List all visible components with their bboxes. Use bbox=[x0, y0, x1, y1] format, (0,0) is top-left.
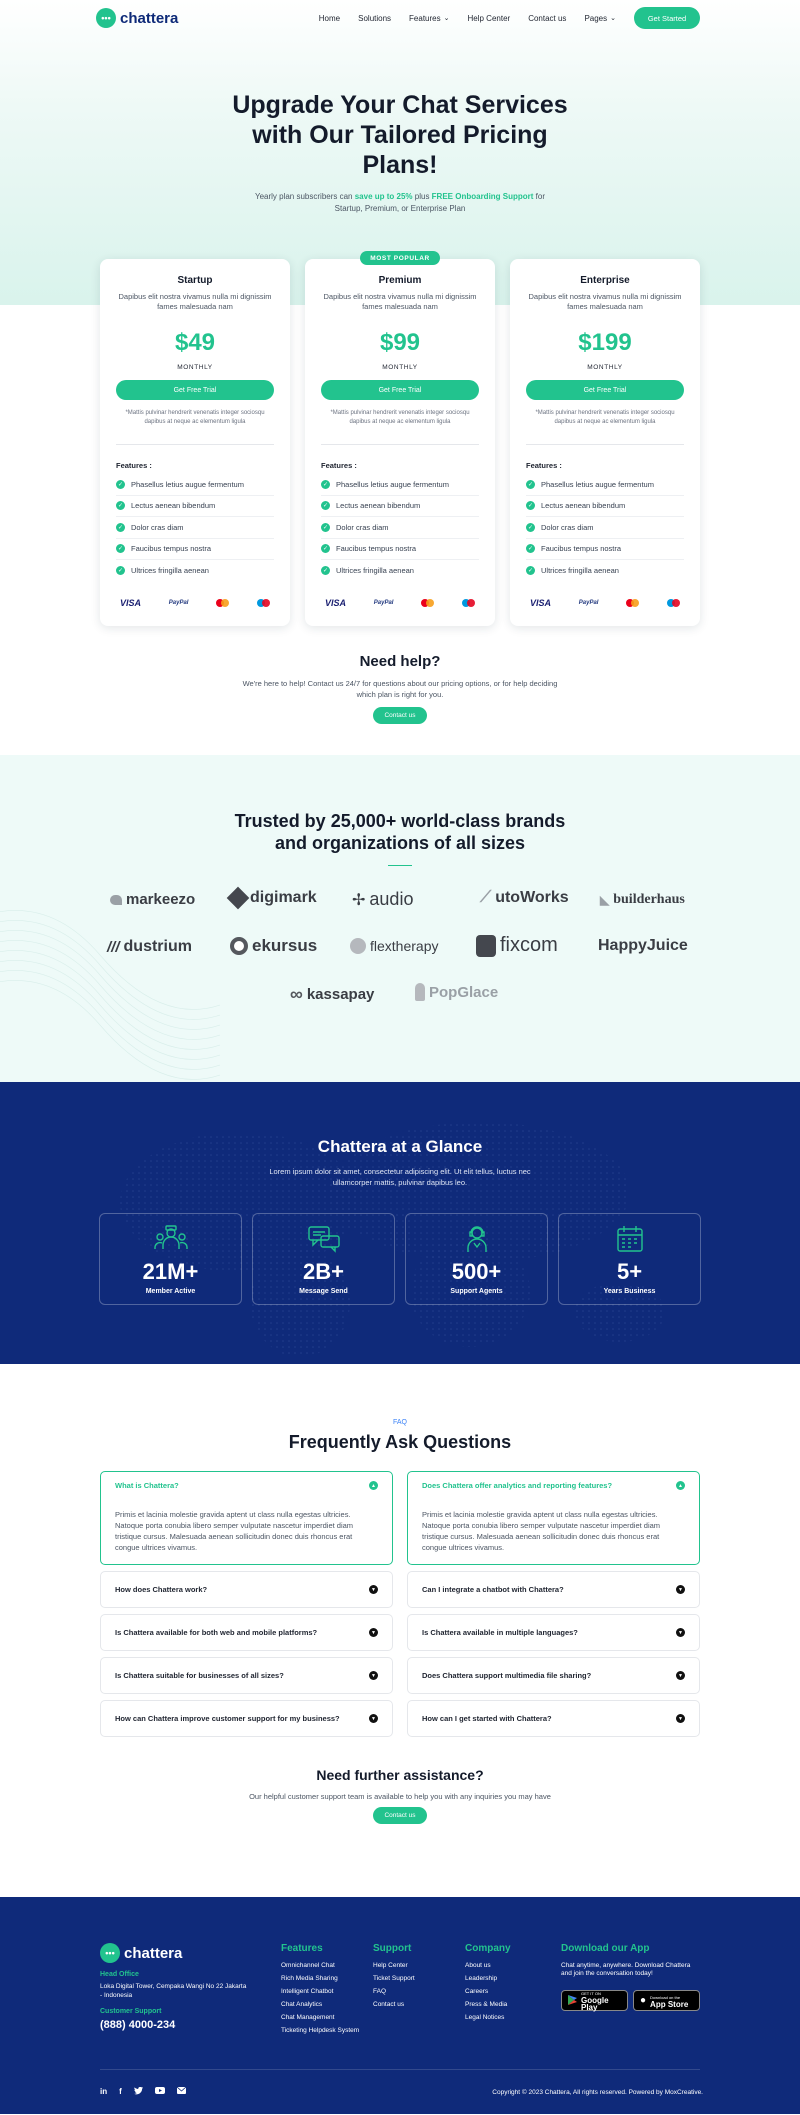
stats-section bbox=[0, 1082, 800, 1364]
footer-app bbox=[561, 1943, 701, 2011]
support-phone[interactable]: (888) 4000-234 bbox=[100, 2019, 176, 2031]
visa-logo: VISA bbox=[530, 597, 552, 608]
flextherapy-mark-icon bbox=[350, 938, 366, 954]
store-badges bbox=[561, 1990, 701, 2011]
markeezo-mark-icon bbox=[110, 895, 122, 905]
feature-item bbox=[321, 517, 479, 539]
footer-link[interactable]: Leadership bbox=[465, 1975, 498, 1982]
faq-title: Frequently Ask Questions bbox=[288, 1432, 512, 1452]
feature-item bbox=[116, 496, 274, 518]
feature-text: Ultrices fringilla aenean bbox=[541, 566, 619, 576]
logo-text: builderhaus bbox=[613, 892, 685, 907]
app-store-button[interactable] bbox=[633, 1990, 700, 2011]
divider bbox=[116, 444, 274, 445]
brand-logos bbox=[0, 891, 800, 1041]
logo-flextherapy bbox=[350, 938, 438, 954]
twitter-icon[interactable] bbox=[134, 2087, 143, 2097]
nav-home[interactable]: Home bbox=[318, 13, 341, 23]
chevron-down-icon: ▼ bbox=[369, 1585, 378, 1594]
footer-col-title: Company bbox=[465, 1943, 511, 1954]
hero-sub-text: Yearly plan subscribers can bbox=[254, 192, 355, 201]
chevron-down-icon: ⌄ bbox=[443, 15, 450, 22]
plan-period: MONTHLY bbox=[177, 364, 213, 371]
hero-sub-highlight: FREE Onboarding Support bbox=[431, 192, 534, 201]
feature-item bbox=[321, 496, 479, 518]
nav-features[interactable] bbox=[409, 14, 449, 23]
chevron-down-icon: ▼ bbox=[369, 1714, 378, 1723]
office-address: Loka Digital Tower, Cempaka Wangi No 22 Jakarta - Indonesia bbox=[100, 1983, 247, 1999]
plan-period: MONTHLY bbox=[587, 364, 623, 371]
stat-number: 2B+ bbox=[303, 1259, 344, 1284]
divider bbox=[526, 444, 684, 445]
brand-name: chattera bbox=[120, 9, 179, 27]
store-big-text: Google Play bbox=[581, 1996, 609, 2012]
kassapay-mark-icon: ∞ bbox=[290, 984, 303, 1004]
plan-name: Enterprise bbox=[580, 275, 630, 286]
mastercard-icon bbox=[626, 599, 639, 607]
footer-link[interactable]: FAQ bbox=[373, 1988, 387, 1995]
faq-question: Can I integrate a chatbot with Chattera? bbox=[422, 1585, 564, 1594]
digimark-mark-icon bbox=[227, 887, 250, 910]
footer-brand bbox=[100, 1943, 250, 2031]
google-play-button[interactable] bbox=[561, 1990, 628, 2011]
calendar-icon bbox=[559, 1225, 700, 1253]
logo-builderhaus bbox=[600, 892, 685, 908]
check-icon: ✓ bbox=[322, 568, 329, 575]
logo-audio bbox=[352, 889, 413, 910]
stats-row bbox=[0, 1213, 800, 1305]
faq-answer: Primis et lacinia molestie gravida aptent ut class nulla egestas ultricies. Natoque porta conubia libero semper vulputate nascetur imperdiet diam tristique cursus. Malesuada aenean sollicitudin donec duis rhoncus erat congue ultrices vivamus. bbox=[422, 1510, 661, 1552]
faq-question: Does Chattera support multimedia file sharing? bbox=[422, 1671, 592, 1680]
logo-ekursus bbox=[230, 936, 317, 956]
chevron-down-icon: ▼ bbox=[676, 1585, 685, 1594]
faq-item-open[interactable] bbox=[100, 1471, 393, 1565]
trusted-section bbox=[0, 755, 800, 1082]
logo-kassapay bbox=[290, 984, 374, 1005]
plan-card-startup bbox=[100, 259, 290, 626]
check-icon: ✓ bbox=[527, 546, 534, 553]
faq-item[interactable] bbox=[407, 1571, 700, 1608]
feature-item bbox=[321, 560, 479, 582]
plan-note: *Mattis pulvinar hendrerit venenatis integer sociosqu dapibus at neque ac elementum ligula bbox=[535, 410, 675, 425]
footer-link[interactable]: Ticketing Helpdesk System bbox=[281, 2027, 360, 2034]
stat-label: Member Active bbox=[145, 1288, 196, 1295]
stat-label: Years Business bbox=[603, 1288, 656, 1295]
footer-link[interactable]: Contact us bbox=[373, 2001, 405, 2008]
plan-description: Dapibus elit nostra vivamus nulla mi dignissim fames malesuada nam bbox=[528, 292, 682, 311]
chevron-up-icon: ▲ bbox=[676, 1481, 685, 1490]
nav-features-label: Features bbox=[409, 13, 441, 23]
logo-dustrium bbox=[107, 938, 192, 956]
plan-card-premium bbox=[305, 254, 495, 626]
payment-methods bbox=[526, 598, 684, 608]
faq-question: How can Chattera improve customer support for my business? bbox=[115, 1714, 340, 1723]
faq-column-left bbox=[100, 1471, 393, 1737]
faq-item[interactable] bbox=[407, 1614, 700, 1651]
feature-item bbox=[526, 496, 684, 518]
footer-link[interactable]: Careers bbox=[465, 1988, 489, 1995]
feature-list bbox=[116, 474, 274, 582]
feature-text: Phasellus letius augue fermentum bbox=[131, 479, 244, 489]
check-icon: ✓ bbox=[527, 503, 534, 510]
feature-text: Ultrices fringilla aenean bbox=[336, 566, 414, 576]
footer-links bbox=[281, 1962, 361, 2035]
visa-logo: VISA bbox=[325, 597, 347, 608]
feature-text: Faucibus tempus nostra bbox=[131, 544, 212, 554]
autoworks-slash-icon: ⟋ bbox=[480, 889, 492, 906]
check-icon: ✓ bbox=[117, 524, 124, 531]
check-icon: ✓ bbox=[117, 481, 124, 488]
nav-solutions[interactable]: Solutions bbox=[358, 13, 392, 23]
check-icon: ✓ bbox=[322, 481, 329, 488]
stat-number: 5+ bbox=[616, 1259, 643, 1284]
app-title: Download our App bbox=[561, 1943, 650, 1954]
faq-item-open[interactable] bbox=[407, 1471, 700, 1565]
get-started-button[interactable]: Get Started bbox=[634, 7, 700, 29]
store-small-text: Download on the bbox=[650, 1994, 681, 2000]
email-icon[interactable] bbox=[177, 2087, 186, 2097]
visa-logo: VISA bbox=[120, 597, 142, 608]
paypal-logo: PayPal bbox=[578, 599, 599, 606]
logo-text: PopGlace bbox=[429, 983, 499, 1001]
check-icon: ✓ bbox=[117, 546, 124, 553]
maestro-icon bbox=[257, 599, 270, 607]
maestro-icon bbox=[462, 599, 475, 607]
plan-price: $49 bbox=[174, 329, 216, 356]
chevron-down-icon: ⌄ bbox=[610, 15, 616, 22]
chevron-down-icon: ▼ bbox=[369, 1671, 378, 1680]
logo-popglace bbox=[415, 983, 498, 1001]
feature-item bbox=[116, 539, 274, 561]
payment-methods bbox=[116, 598, 274, 608]
feature-item bbox=[116, 474, 274, 496]
feature-text: Phasellus letius augue fermentum bbox=[541, 479, 654, 489]
top-nav bbox=[0, 0, 800, 36]
footer-link[interactable]: Chat Analytics bbox=[281, 2001, 323, 2008]
logo-fixcom bbox=[476, 934, 558, 957]
footer-logo[interactable] bbox=[100, 1943, 250, 1963]
faq-question: Does Chattera offer analytics and reporting features? bbox=[422, 1481, 613, 1490]
chevron-down-icon: ▼ bbox=[676, 1628, 685, 1637]
feature-item bbox=[321, 474, 479, 496]
footer-link[interactable]: Legal Notices bbox=[465, 2014, 505, 2021]
faq-question: How does Chattera work? bbox=[115, 1585, 208, 1594]
assist-block bbox=[0, 1767, 800, 1824]
faq-question: Is Chattera suitable for businesses of all sizes? bbox=[115, 1671, 284, 1680]
chat-bubble-icon: ••• bbox=[100, 1943, 120, 1963]
logo-text: audio bbox=[369, 889, 414, 909]
logo-text: fixcom bbox=[500, 934, 558, 956]
brand-logo[interactable] bbox=[96, 8, 178, 28]
logo-text: HappyJuice bbox=[598, 937, 688, 954]
facebook-icon[interactable]: f bbox=[119, 2087, 122, 2096]
assist-title: Need further assistance? bbox=[316, 1767, 484, 1783]
logo-autoworks bbox=[480, 889, 569, 907]
stat-card-agents bbox=[405, 1213, 548, 1305]
footer-col-features bbox=[281, 1943, 361, 2035]
payment-methods bbox=[321, 598, 479, 608]
feature-text: Faucibus tempus nostra bbox=[336, 544, 417, 554]
faq-grid bbox=[0, 1471, 800, 1737]
plan-note: *Mattis pulvinar hendrerit venenatis integer sociosqu dapibus at neque ac elementum ligula bbox=[330, 410, 470, 425]
feature-item bbox=[526, 539, 684, 561]
feature-text: Ultrices fringilla aenean bbox=[131, 566, 209, 576]
mastercard-icon bbox=[216, 599, 229, 607]
apple-icon: ● bbox=[640, 1995, 647, 2006]
brand-name: chattera bbox=[124, 1944, 183, 1962]
footer-links bbox=[373, 1962, 453, 2009]
free-trial-button[interactable]: Get Free Trial bbox=[321, 380, 479, 400]
faq-item[interactable] bbox=[100, 1657, 393, 1694]
stat-number: 500+ bbox=[451, 1259, 502, 1284]
check-icon: ✓ bbox=[527, 568, 534, 575]
footer-link[interactable]: Help Center bbox=[373, 1962, 408, 1969]
title-underline bbox=[388, 865, 412, 866]
check-icon: ✓ bbox=[527, 481, 534, 488]
agents-icon bbox=[406, 1225, 547, 1253]
logo-text: flextherapy bbox=[370, 938, 439, 954]
pricing-section bbox=[0, 254, 800, 645]
trusted-title: Trusted by 25,000+ world-class brands and organizations of all sizes bbox=[234, 811, 566, 853]
plan-name: Startup bbox=[177, 275, 213, 286]
hero-sub-text: plus bbox=[412, 192, 432, 201]
plan-price: $199 bbox=[578, 329, 632, 356]
check-icon: ✓ bbox=[322, 524, 329, 531]
dustrium-mark-icon: /// bbox=[107, 938, 120, 956]
assist-text: Our helpful customer support team is available to help you with any inquiries you may have bbox=[249, 1792, 551, 1801]
footer-link[interactable]: Omnichannel Chat bbox=[281, 1962, 335, 1969]
help-section bbox=[0, 645, 800, 755]
faq-column-right bbox=[407, 1471, 700, 1737]
footer-divider bbox=[100, 2069, 700, 2070]
feature-text: Dolor cras diam bbox=[541, 522, 594, 532]
contact-us-button[interactable]: Contact us bbox=[373, 1807, 427, 1824]
chevron-up-icon: ▲ bbox=[369, 1481, 378, 1490]
ekursus-mark-icon bbox=[230, 937, 248, 955]
logo-text: ekursus bbox=[252, 936, 318, 955]
copyright: Copyright © 2023 Chattera, All rights reserved. Powered by MoxCreative. bbox=[492, 2089, 703, 2096]
feature-item bbox=[526, 474, 684, 496]
footer bbox=[0, 1897, 800, 2114]
plan-description: Dapibus elit nostra vivamus nulla mi dignissim fames malesuada nam bbox=[323, 292, 477, 311]
feature-item bbox=[526, 560, 684, 582]
footer-link[interactable]: About us bbox=[465, 1962, 491, 1969]
hero-subtitle bbox=[240, 191, 560, 215]
check-icon: ✓ bbox=[322, 546, 329, 553]
features-heading: Features : bbox=[321, 461, 357, 470]
youtube-icon[interactable] bbox=[155, 2087, 165, 2097]
contact-us-button[interactable]: Contact us bbox=[373, 707, 427, 724]
store-small-text: GET IT ON bbox=[581, 1991, 601, 1996]
faq-item[interactable] bbox=[407, 1657, 700, 1694]
plan-note: *Mattis pulvinar hendrerit venenatis integer sociosqu dapibus at neque ac elementum ligula bbox=[125, 410, 265, 425]
hero-sub-text: for Startup, Premium, or Enterprise Plan bbox=[334, 192, 546, 213]
mastercard-icon bbox=[421, 599, 434, 607]
stat-card-members bbox=[99, 1213, 242, 1305]
faq-question-row bbox=[422, 1472, 685, 1499]
feature-text: Dolor cras diam bbox=[131, 522, 184, 532]
logo-markeezo bbox=[110, 891, 195, 908]
nav-links bbox=[319, 7, 700, 29]
feature-text: Lectus aenean bibendum bbox=[131, 501, 216, 511]
feature-text: Faucibus tempus nostra bbox=[541, 544, 622, 554]
plan-name: Premium bbox=[378, 275, 422, 286]
chevron-down-icon: ▼ bbox=[676, 1714, 685, 1723]
hero-sub-highlight: save up to 25% bbox=[354, 192, 413, 201]
feature-item bbox=[321, 539, 479, 561]
google-play-text bbox=[581, 1990, 627, 2011]
team-icon bbox=[100, 1225, 241, 1253]
logo-happyjuice bbox=[598, 937, 688, 955]
nav-contact[interactable]: Contact us bbox=[528, 13, 567, 23]
support-label: Customer Support bbox=[100, 2008, 162, 2015]
check-icon: ✓ bbox=[322, 503, 329, 510]
logo-text: dustrium bbox=[123, 938, 192, 955]
hero-title: Upgrade Your Chat Services with Our Tailored Pricing Plans! bbox=[232, 91, 568, 179]
help-title: Need help? bbox=[359, 653, 441, 670]
faq-question: What is Chattera? bbox=[115, 1481, 179, 1490]
app-text: Chat anytime, anywhere. Download Chattera and join the conversation today! bbox=[561, 1962, 691, 1977]
faq-question: Is Chattera available for both web and mobile platforms? bbox=[115, 1628, 318, 1637]
stat-label: Support Agents bbox=[450, 1288, 503, 1295]
footer-links bbox=[465, 1962, 545, 2022]
check-icon: ✓ bbox=[527, 524, 534, 531]
check-icon: ✓ bbox=[117, 503, 124, 510]
nav-pages-label: Pages bbox=[584, 13, 608, 23]
social-links bbox=[100, 2087, 186, 2097]
paypal-logo: PayPal bbox=[373, 599, 394, 606]
faq-item[interactable] bbox=[100, 1700, 393, 1737]
feature-text: Dolor cras diam bbox=[336, 522, 389, 532]
plan-period: MONTHLY bbox=[382, 364, 418, 371]
feature-item bbox=[116, 517, 274, 539]
audio-plus-icon: ✢ bbox=[352, 891, 366, 909]
logo-digimark bbox=[230, 889, 317, 907]
faq-item[interactable] bbox=[100, 1571, 393, 1608]
faq-question: Is Chattera available in multiple languages? bbox=[422, 1628, 578, 1637]
plan-description: Dapibus elit nostra vivamus nulla mi dignissim fames malesuada nam bbox=[118, 292, 272, 311]
chat-bubbles-icon bbox=[253, 1225, 394, 1253]
divider bbox=[321, 444, 479, 445]
footer-link[interactable]: Intelligent Chatbot bbox=[281, 1988, 334, 1995]
feature-text: Lectus aenean bibendum bbox=[336, 501, 421, 511]
features-heading: Features : bbox=[116, 461, 152, 470]
logo-text: digimark bbox=[250, 889, 317, 906]
faq-section bbox=[0, 1364, 800, 1897]
office-label: Head Office bbox=[100, 1971, 139, 1978]
logo-text: utoWorks bbox=[495, 889, 569, 906]
footer-link[interactable]: Chat Management bbox=[281, 2014, 335, 2021]
most-popular-badge: MOST POPULAR bbox=[360, 251, 440, 265]
footer-link[interactable]: Ticket Support bbox=[373, 1975, 415, 1982]
feature-item bbox=[116, 560, 274, 582]
paypal-logo: PayPal bbox=[168, 599, 189, 606]
free-trial-button[interactable]: Get Free Trial bbox=[526, 380, 684, 400]
popsicle-icon bbox=[415, 983, 425, 1001]
footer-link[interactable]: Rich Media Sharing bbox=[281, 1975, 338, 1982]
footer-col-support bbox=[373, 1943, 453, 2009]
footer-col-title: Support bbox=[373, 1943, 412, 1954]
footer-col-title: Features bbox=[281, 1943, 323, 1954]
stats-text: Lorem ipsum dolor sit amet, consectetur adipiscing elit. Ut elit tellus, luctus nec ullamcorper mattis, pulvinar dapibus leo. bbox=[269, 1167, 531, 1187]
faq-item[interactable] bbox=[100, 1614, 393, 1651]
stat-card-years bbox=[558, 1213, 701, 1305]
footer-link[interactable]: Press & Media bbox=[465, 2001, 508, 2008]
maestro-icon bbox=[667, 599, 680, 607]
feature-text: Lectus aenean bibendum bbox=[541, 501, 626, 511]
store-big-text: App Store bbox=[650, 1999, 689, 2009]
chevron-down-icon: ▼ bbox=[676, 1671, 685, 1680]
footer-col-company bbox=[465, 1943, 545, 2022]
chat-bubble-icon: ••• bbox=[96, 8, 116, 28]
linkedin-icon[interactable]: in bbox=[100, 2087, 108, 2096]
stat-number: 21M+ bbox=[142, 1259, 199, 1284]
google-play-icon bbox=[568, 1992, 577, 2010]
feature-list bbox=[526, 474, 684, 582]
logo-text: markeezo bbox=[126, 891, 196, 908]
stat-label: Message Send bbox=[299, 1288, 348, 1295]
stats-title: Chattera at a Glance bbox=[317, 1137, 483, 1156]
faq-question-row bbox=[115, 1472, 378, 1499]
faq-item[interactable] bbox=[407, 1700, 700, 1737]
faq-kicker: FAQ bbox=[392, 1419, 407, 1426]
nav-pages[interactable] bbox=[584, 14, 616, 23]
faq-question: How can I get started with Chattera? bbox=[422, 1714, 552, 1723]
free-trial-button[interactable]: Get Free Trial bbox=[116, 380, 274, 400]
chevron-down-icon: ▼ bbox=[369, 1628, 378, 1637]
check-icon: ✓ bbox=[117, 568, 124, 575]
stat-card-messages bbox=[252, 1213, 395, 1305]
nav-help-center[interactable]: Help Center bbox=[467, 13, 511, 23]
fixcom-mark-icon bbox=[476, 935, 496, 957]
logo-text: kassapay bbox=[306, 986, 375, 1003]
faq-answer: Primis et lacinia molestie gravida aptent ut class nulla egestas ultricies. Natoque porta conubia libero semper vulputate nascetur imperdiet diam tristique cursus. Malesuada aenean sollicitudin donec duis rhoncus erat congue ultrices vivamus. bbox=[115, 1510, 354, 1552]
plan-price: $99 bbox=[379, 329, 421, 356]
plan-card-enterprise bbox=[510, 259, 700, 626]
app-store-text bbox=[650, 1994, 688, 2008]
help-text: We're here to help! Contact us 24/7 for questions about our pricing options, or for help deciding which plan is right for you. bbox=[242, 679, 558, 699]
feature-list bbox=[321, 474, 479, 582]
feature-text: Phasellus letius augue fermentum bbox=[336, 479, 449, 489]
builderhaus-mark-icon: ◣ bbox=[600, 892, 610, 907]
feature-item bbox=[526, 517, 684, 539]
features-heading: Features : bbox=[526, 461, 562, 470]
